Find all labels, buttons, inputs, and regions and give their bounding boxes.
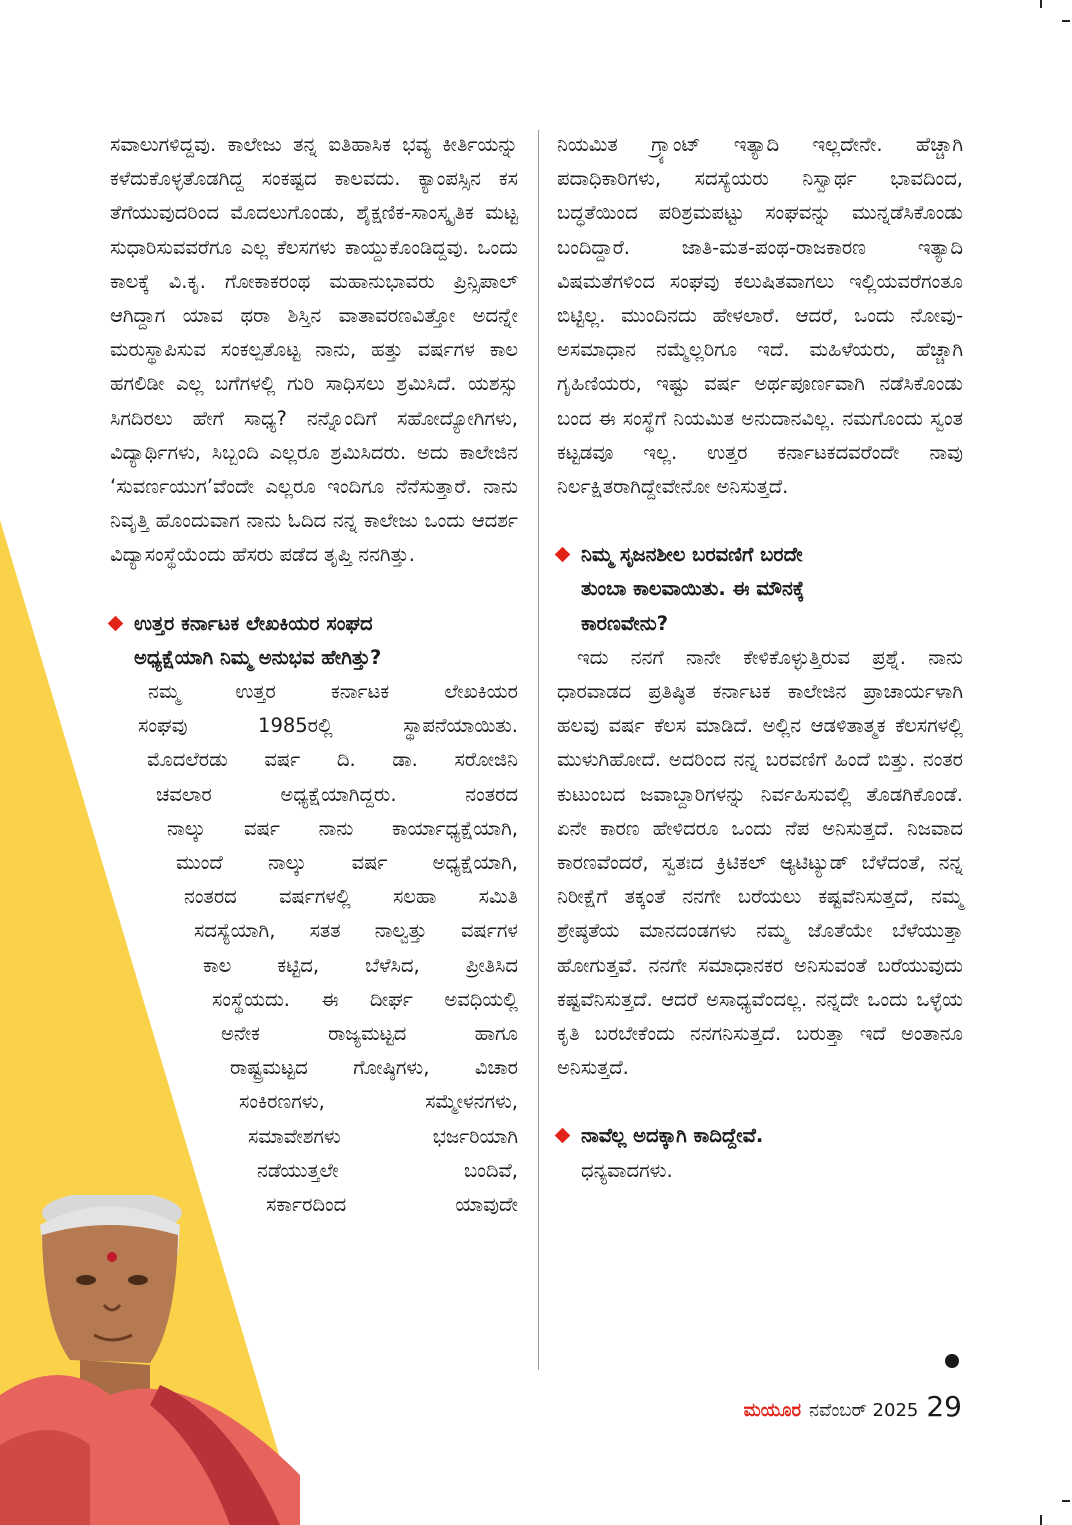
question-1: [110, 607, 518, 675]
answer-1-line: ಅನೇಕ ರಾಜ್ಯಮಟ್ಟದ ಹಾಗೂ: [221, 1022, 518, 1046]
answer-1-line: ಮುಂದೆ ನಾಲ್ಕು ವರ್ಷ ಅಧ್ಯಕ್ಷೆಯಾಗಿ,: [176, 851, 518, 875]
answer-1-line: ಸದಸ್ಯೆಯಾಗಿ, ಸತತ ನಾಲ್ವತ್ತು ವರ್ಷಗಳ: [194, 919, 518, 943]
page-footer: [744, 1390, 962, 1423]
right-paragraph-1: ನಿಯಮಿತ ಗ್ರ್ಯಾಂಟ್ ಇತ್ಯಾದಿ ಇಲ್ಲದೇನೇ. ಹೆಚ್ಚಾಗಿ ಪದಾಧಿಕಾರಿಗಳು, ಸದಸ್ಯೆಯರು ನಿಸ್ವಾರ್ಥ ಭಾವದಿಂದ, ಬದ್ಧತೆಯಿಂದ ಪರಿಶ್ರಮಪಟ್ಟು ಸಂಘವನ್ನು ಮುನ್ನಡೆಸಿಕೊಂಡು ಬಂದಿದ್ದಾರೆ. ಜಾತಿ-ಮತ-ಪಂಥ-ರಾಜಕಾರಣ ಇತ್ಯಾದಿ ವಿಷಮತೆಗಳಿಂದ ಸಂಘವು ಕಲುಷಿತವಾಗಲು ಇಲ್ಲಿಯವರೆಗಂತೂ ಬಿಟ್ಟಿಲ್ಲ. ಮುಂದಿನದು ಹೇಳಲಾರೆ. ಆದರೆ, ಒಂದು ನೋವು-ಅಸಮಾಧಾನ ನಮ್ಮೆಲ್ಲರಿಗೂ ಇದೆ. ಮಹಿಳೆಯರು, ಹೆಚ್ಚಾಗಿ ಗೃಹಿಣಿಯರು, ಇಷ್ಟು ವರ್ಷ ಅರ್ಥಪೂರ್ಣವಾಗಿ ನಡೆಸಿಕೊಂಡು ಬಂದ ಈ ಸಂಸ್ಥೆಗೆ ನಿಯಮಿತ ಅನುದಾನವಿಲ್ಲ. ನಮಗೊಂದು ಸ್ವಂತ ಕಟ್ಟಡವೂ ಇಲ್ಲ. ಉತ್ತರ ಕರ್ನಾಟಕದವರೆಂದೇ ನಾವು ನಿರ್ಲಕ್ಷಿತರಾಗಿದ್ದೇವೇನೋ ಅನಿಸುತ್ತದೆ.: [557, 133, 963, 499]
page-number: 29: [926, 1390, 962, 1423]
answer-2: ಇದು ನನಗೆ ನಾನೇ ಕೇಳಿಕೊಳ್ಳುತ್ತಿರುವ ಪ್ರಶ್ನೆ. ನಾನು ಧಾರವಾಡದ ಪ್ರತಿಷ್ಠಿತ ಕರ್ನಾಟಕ ಕಾಲೇಜಿನ ಪ್ರಾಚಾರ್ಯಳಾಗಿ ಹಲವು ವರ್ಷ ಕೆಲಸ ಮಾಡಿದೆ. ಅಲ್ಲಿನ ಆಡಳಿತಾತ್ಮಕ ಕೆಲಸಗಳಲ್ಲಿ ಮುಳುಗಿಹೋದೆ. ಅದರಿಂದ ನನ್ನ ಬರವಣಿಗೆ ಹಿಂದೆ ಬಿತ್ತು. ನಂತರ ಕುಟುಂಬದ ಜವಾಬ್ದಾರಿಗಳನ್ನು ನಿರ್ವಹಿಸುವಲ್ಲಿ ತೊಡಗಿಕೊಂಡೆ. ಏನೇ ಕಾರಣ ಹೇಳಿದರೂ ಒಂದು ನೆಪ ಅನಿಸುತ್ತದೆ. ನಿಜವಾದ ಕಾರಣವೆಂದರೆ, ಸ್ವತಃದ ಕ್ರಿಟಿಕಲ್ ಆ್ಯಟಿಟ್ಯುಡ್ ಬೆಳೆದಂತೆ, ನನ್ನ ನಿರೀಕ್ಷೆಗೆ ತಕ್ಕಂತೆ ನನಗೇ ಬರೆಯಲು ಕಷ್ಟವೆನಿಸುತ್ತದೆ, ನಮ್ಮ ಶ್ರೇಷ್ಠತೆಯ ಮಾನದಂಡಗಳು ನಮ್ಮ ಜೊತೆಯೇ ಬೆಳೆಯುತ್ತಾ ಹೋಗುತ್ತವೆ. ನನಗೇ ಸಮಾಧಾನಕರ ಅನಿಸುವಂತೆ ಬರೆಯುವುದು ಕಷ್ಟವೆನಿಸುತ್ತದೆ. ಆದರೆ ಅಸಾಧ್ಯವೆಂದಲ್ಲ. ನನ್ನದೇ ಒಂದು ಒಳ್ಳೆಯ ಕೃತಿ ಬರಬೇಕೆಂದು ನನಗನಿಸುತ್ತದೆ. ಬರುತ್ತಾ ಇದೆ ಅಂತಾನೂ ಅನಿಸುತ್ತದೆ.: [557, 645, 963, 1080]
answer-1-line: ಸಮಾವೇಶಗಳು ಭರ್ಜರಿಯಾಗಿ: [248, 1124, 518, 1148]
closing-remark: [557, 1119, 963, 1187]
answer-1: [110, 675, 518, 1222]
answer-1-line: ಮೊದಲೆರಡು ವರ್ಷ ದಿ. ಡಾ. ಸರೋಜಿನಿ: [147, 748, 518, 772]
question-2-line-1: ನಿಮ್ಮ ಸೃಜನಶೀಲ ಬರವಣಿಗೆ ಬರದೇ: [581, 543, 803, 567]
answer-1-line: ಚವಲಾರ ಅಧ್ಯಕ್ಷೆಯಾಗಿದ್ದರು. ನಂತರದ: [156, 782, 518, 806]
red-diamond-bullet-icon: [108, 615, 124, 631]
answer-1-line: ನಾಲ್ಕು ವರ್ಷ ನಾನು ಕಾರ್ಯಾಧ್ಯಕ್ಷೆಯಾಗಿ,: [167, 816, 518, 840]
red-diamond-bullet-icon: [555, 547, 571, 563]
question-2-line-2: ತುಂಬಾ ಕಾಲವಾಯಿತು. ಈ ಮೌನಕ್ಕೆ: [581, 577, 805, 601]
closing-line-2: ಧನ್ಯವಾದಗಳು.: [581, 1158, 673, 1182]
answer-1-line: ಕಾಲ ಕಟ್ಟಿದ, ಬೆಳೆಸಿದ, ಪ್ರೀತಿಸಿದ: [203, 953, 518, 977]
column-divider: [538, 130, 539, 1370]
question-2-line-3: ಕಾರಣವೇನು?: [581, 611, 669, 635]
closing-line-1: ನಾವೆಲ್ಲ ಅದಕ್ಕಾಗಿ ಕಾದಿದ್ದೇವೆ.: [581, 1124, 764, 1148]
end-of-article-dot-icon: [945, 1354, 959, 1368]
answer-1-line: ನಡೆಯುತ್ತಲೇ ಬಂದಿವೆ,: [257, 1158, 518, 1182]
answer-1-line: ಸಂಘವು 1985ರಲ್ಲಿ ಸ್ಥಾಪನೆಯಾಯಿತು.: [138, 714, 518, 738]
magazine-brand: ಮಯೂರ: [743, 1400, 802, 1421]
red-diamond-bullet-icon: [555, 1128, 571, 1144]
author-portrait: [0, 1195, 300, 1525]
left-paragraph-1: ಸವಾಲುಗಳಿದ್ದವು. ಕಾಲೇಜು ತನ್ನ ಐತಿಹಾಸಿಕ ಭವ್ಯ ಕೀರ್ತಿಯನ್ನು ಕಳೆದುಕೊಳ್ಳತೊಡಗಿದ್ದ ಸಂಕಷ್ಟದ ಕಾಲವದು. ಕ್ಯಾಂಪಸ್ಸಿನ ಕಸ ತೆಗೆಯುವುದರಿಂದ ಮೊದಲುಗೊಂಡು, ಶೈಕ್ಷಣಿಕ-ಸಾಂಸ್ಕೃತಿಕ ಮಟ್ಟ ಸುಧಾರಿಸುವವರೆಗೂ ಎಲ್ಲ ಕೆಲಸಗಳು ಕಾಯ್ದುಕೊಂಡಿದ್ದವು. ಒಂದು ಕಾಲಕ್ಕೆ ವಿ.ಕೃ. ಗೋಕಾಕರಂಥ ಮಹಾನುಭಾವರು ಪ್ರಿನ್ಸಿಪಾಲ್ ಆಗಿದ್ದಾಗ ಯಾವ ಥರಾ ಶಿಸ್ತಿನ ವಾತಾವರಣವಿತ್ತೋ ಅದನ್ನೇ ಮರುಸ್ಥಾಪಿಸುವ ಸಂಕಲ್ಪತೊಟ್ಟ ನಾನು, ಹತ್ತು ವರ್ಷಗಳ ಕಾಲ ಹಗಲಿಡೀ ಎಲ್ಲ ಬಗೆಗಳಲ್ಲಿ ಗುರಿ ಸಾಧಿಸಲು ಶ್ರಮಿಸಿದೆ. ಯಶಸ್ಸು ಸಿಗದಿರಲು ಹೇಗೆ ಸಾಧ್ಯ? ನನ್ನೊಂದಿಗೆ ಸಹೋದ್ಯೋಗಿಗಳು, ವಿದ್ಯಾರ್ಥಿಗಳು, ಸಿಬ್ಬಂದಿ ಎಲ್ಲರೂ ಶ್ರಮಿಸಿದರು. ಅದು ಕಾಲೇಜಿನ ‘ಸುವರ್ಣಯುಗ’ವೆಂದೇ ಎಲ್ಲರೂ ಇಂದಿಗೂ ನೆನೆಸುತ್ತಾರೆ. ನಾನು ನಿವೃತ್ತಿ ಹೊಂದುವಾಗ ನಾನು ಓದಿದ ನನ್ನ ಕಾಲೇಜು ಒಂದು ಆದರ್ಶ ವಿದ್ಯಾಸಂಸ್ಥೆಯೆಂದು ಹೆಸರು ಪಡೆದ ತೃಪ್ತಿ ನನಗಿತ್ತು.: [110, 133, 518, 567]
issue-date: ನವೆಂಬರ್ 2025: [809, 1400, 919, 1421]
answer-1-line: ರಾಷ್ಟ್ರಮಟ್ಟದ ಗೋಷ್ಠಿಗಳು, ವಿಚಾರ: [230, 1056, 518, 1080]
answer-1-line: ಸಂಸ್ಥೆಯದು. ಈ ದೀರ್ಘ ಅವಧಿಯಲ್ಲಿ: [212, 987, 518, 1011]
answer-1-line: ಸಂಕಿರಣಗಳು, ಸಮ್ಮೇಳನಗಳು,: [239, 1090, 518, 1114]
question-1-line-2: ಅಧ್ಯಕ್ಷೆಯಾಗಿ ನಿಮ್ಮ ಅನುಭವ ಹೇಗಿತ್ತು?: [134, 645, 382, 669]
answer-1-line: ನಂತರದ ವರ್ಷಗಳಲ್ಲಿ ಸಲಹಾ ಸಮಿತಿ: [184, 885, 518, 909]
question-2: [557, 538, 963, 641]
answer-1-line: ಸರ್ಕಾರದಿಂದ ಯಾವುದೇ: [266, 1193, 518, 1217]
answer-1-line: ನಮ್ಮ ಉತ್ತರ ಕರ್ನಾಟಕ ಲೇಖಕಿಯರ: [148, 680, 518, 704]
left-column: [110, 128, 518, 1222]
right-column: [557, 128, 963, 1188]
question-1-line-1: ಉತ್ತರ ಕರ್ನಾಟಕ ಲೇಖಕಿಯರ ಸಂಘದ: [134, 611, 373, 635]
